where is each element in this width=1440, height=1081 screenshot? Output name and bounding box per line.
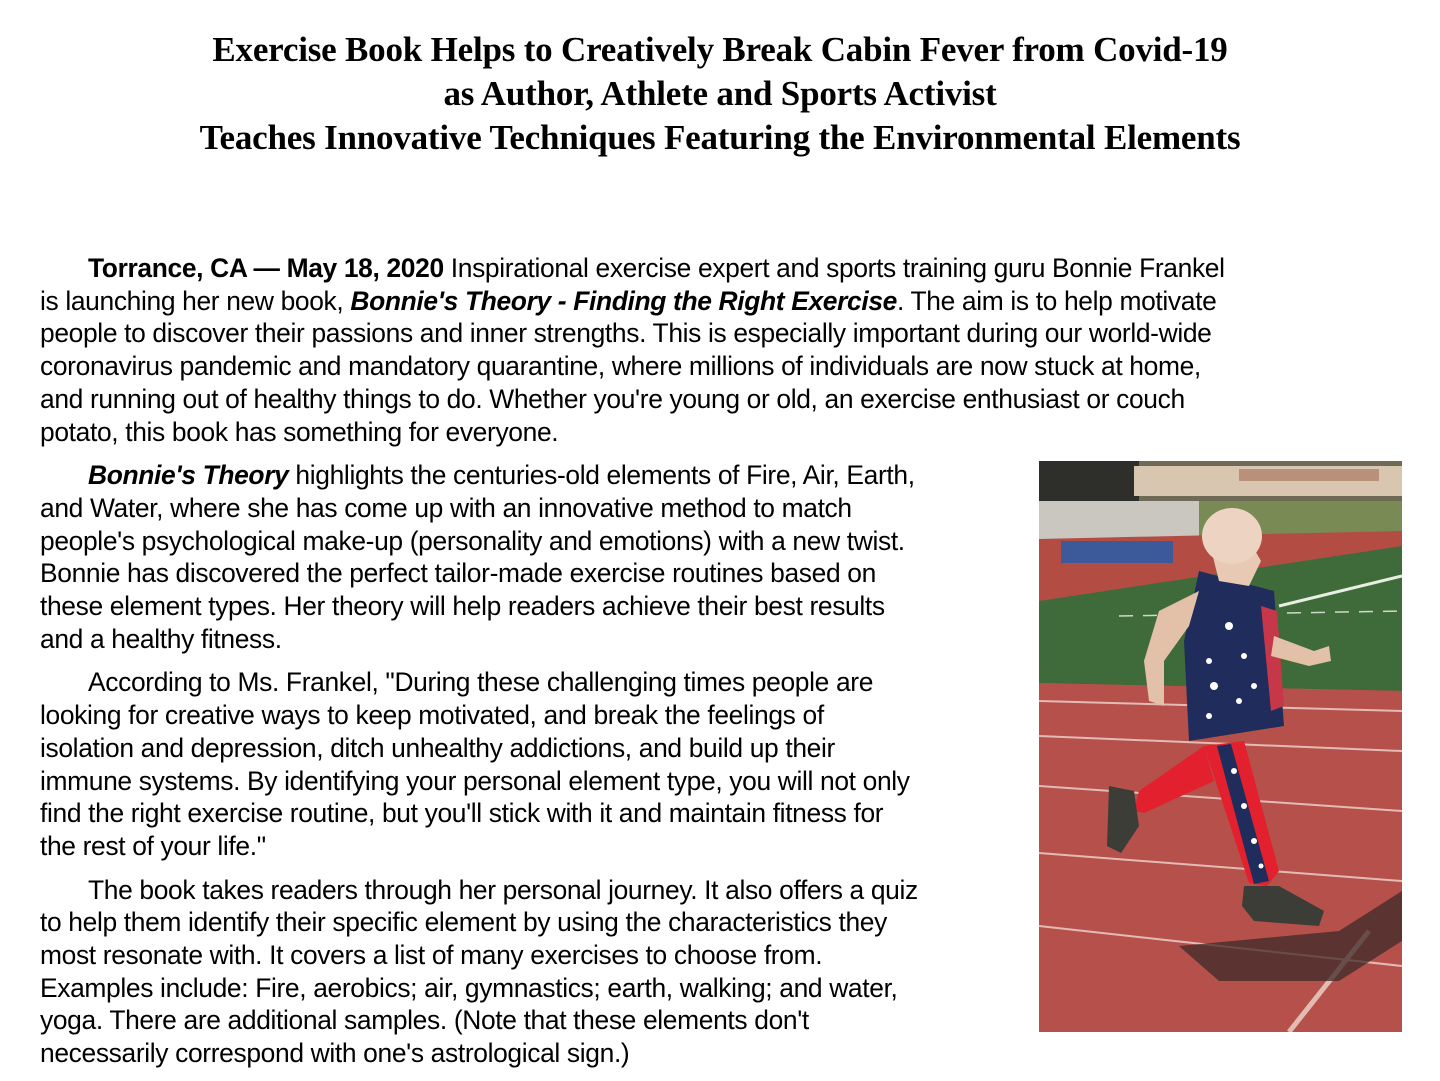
headline	[0, 28, 1440, 160]
headline-line-3: Teaches Innovative Techniques Featuring the Environmental Elements	[199, 118, 1241, 157]
text-line: and running out of healthy things to do. Whether you're young or old, an exercise enthusiast or couch	[40, 383, 1185, 414]
text-span: Inspirational exercise expert and sports training guru Bonnie Frankel	[443, 253, 1225, 283]
text-line: to help them identify their specific element by using the characteristics they	[40, 907, 887, 938]
text-line: the rest of your life."	[40, 830, 266, 861]
text-line: coronavirus pandemic and mandatory quarantine, where millions of individuals are now stuck at home,	[40, 351, 1201, 382]
text-line: these element types. Her theory will help readers achieve their best results	[40, 591, 885, 622]
text-line: The book takes readers through her personal journey. It also offers a quiz	[88, 874, 918, 905]
text-span: is launching her new book,	[40, 285, 351, 316]
text-line: immune systems. By identifying your personal element type, you will not only	[40, 765, 910, 796]
text-line: looking for creative ways to keep motivated, and break the feelings of	[40, 700, 824, 731]
text-line: yoga. There are additional samples. (Note that these elements don't	[40, 1005, 809, 1036]
text-line: people to discover their passions and inner strengths. This is especially important during our world-wide	[40, 318, 1212, 349]
text-line: and Water, where she has come up with an innovative method to match	[40, 492, 852, 523]
text-line: isolation and depression, ditch unhealthy addictions, and build up their	[40, 732, 835, 763]
runner-photo	[1039, 461, 1402, 1032]
text-line: find the right exercise routine, but you'll stick with it and maintain fitness for	[40, 798, 884, 829]
text-line: people's psychological make-up (personality and emotions) with a new twist.	[40, 525, 905, 556]
text-line: According to Ms. Frankel, "During these challenging times people are	[88, 667, 874, 698]
text-line: Bonnie has discovered the perfect tailor-made exercise routines based on	[40, 558, 876, 589]
text-line: Examples include: Fire, aerobics; air, gymnastics; earth, walking; and water,	[40, 972, 898, 1003]
runner-photo-illustration	[1039, 461, 1402, 1032]
text-span: highlights the centuries-old elements of Fire, Air, Earth,	[288, 460, 915, 491]
text-span: . The aim is to help motivate	[897, 285, 1217, 316]
dateline: Torrance, CA — May 18, 2020	[88, 253, 444, 283]
headline-line-2: as Author, Athlete and Sports Activist	[443, 74, 997, 113]
text-line: and a healthy fitness.	[40, 623, 282, 654]
book-title-short: Bonnie's Theory	[88, 460, 289, 491]
text-line: necessarily correspond with one's astrological sign.)	[40, 1038, 630, 1069]
text-line: potato, this book has something for everyone.	[40, 416, 559, 447]
book-title: Bonnie's Theory - Finding the Right Exercise	[350, 285, 897, 316]
headline-line-1: Exercise Book Helps to Creatively Break Cabin Fever from Covid-19	[212, 30, 1228, 69]
text-line: most resonate with. It covers a list of many exercises to choose from.	[40, 940, 823, 971]
paragraph-1	[40, 252, 1390, 448]
